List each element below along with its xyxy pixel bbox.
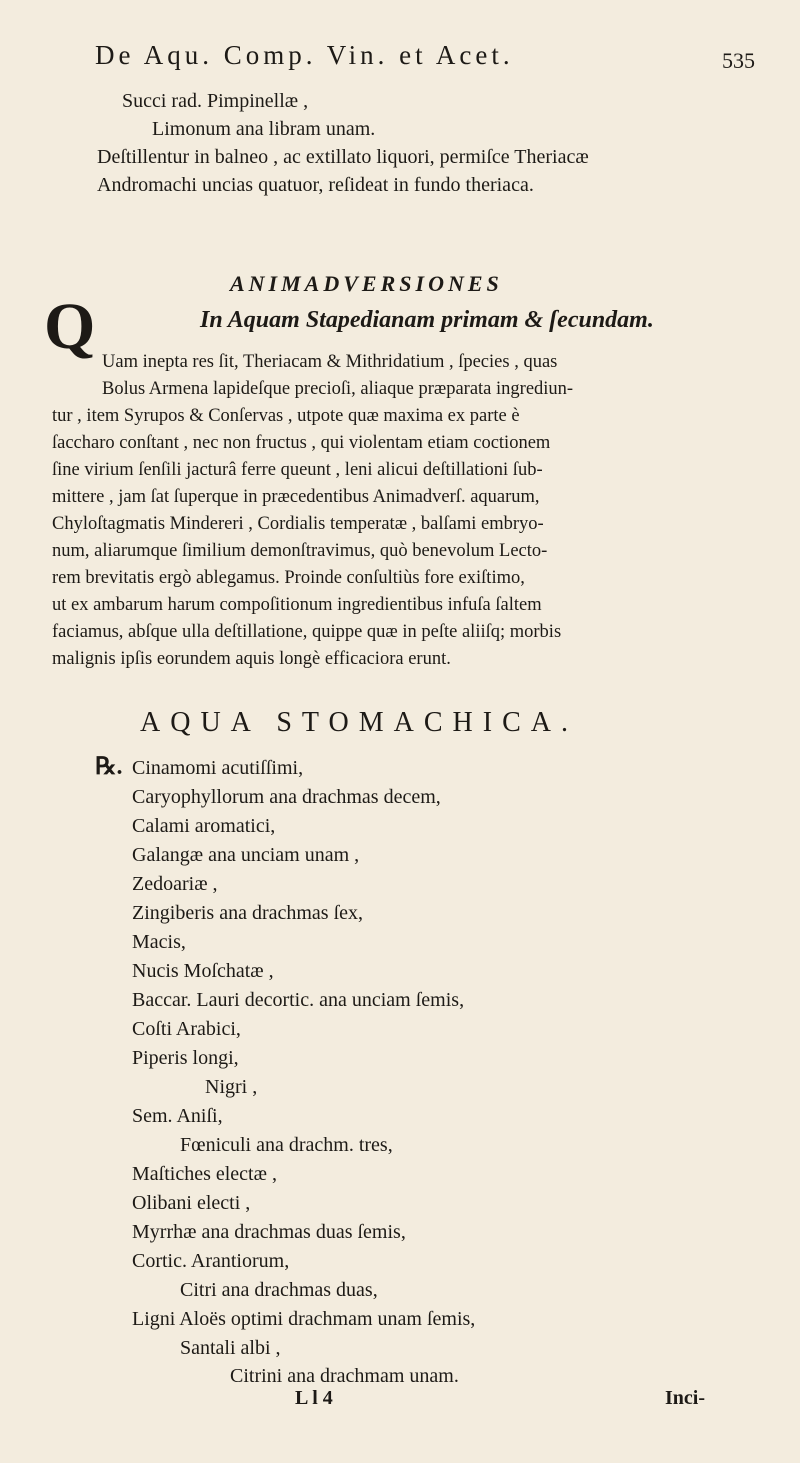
ingredient-line: Cinamomi acutiſſimi, [132, 757, 304, 779]
paragraph-line: Chyloſtagmatis Mindereri , Cordialis temperatæ , balſami embryo- [52, 514, 544, 534]
ingredient-line: Galangæ ana unciam unam , [132, 844, 360, 866]
signature-mark: L l 4 [295, 1387, 333, 1409]
paragraph-line: faciamus, abſque ulla deſtillatione, quippe quæ in peſte aliiſq; morbis [52, 622, 562, 642]
ingredient-line: Maſtiches electæ , [132, 1163, 277, 1185]
running-title: De Aqu. Comp. Vin. et Acet. [95, 40, 514, 70]
ingredient-line: Zedoariæ , [132, 873, 218, 895]
ingredient-line: Baccar. Lauri decortic. ana unciam ſemis, [132, 989, 465, 1011]
ingredient-line: Caryophyllorum ana drachmas decem, [132, 786, 441, 808]
page-number: 535 [722, 48, 755, 73]
paragraph-line: malignis ipſis eorundem aquis longè efficaciora erunt. [52, 649, 451, 669]
recipe-line: Andromachi uncias quatuor, reſideat in fundo theriaca. [97, 174, 534, 196]
ingredient-line: Ligni Aloës optimi drachmam unam ſemis, [132, 1308, 476, 1330]
ingredient-line: Sem. Aniſi, [132, 1105, 223, 1127]
catchword: Inci- [665, 1387, 705, 1409]
ingredient-line: Citri ana drachmas duas, [180, 1279, 378, 1301]
ingredient-line: Nigri , [205, 1076, 258, 1098]
section-title: ANIMADVERSIONES [230, 271, 503, 296]
paragraph-line: Bolus Armena lapideſque precioſi, aliaque præparata ingrediun- [102, 379, 574, 399]
paragraph-line: Uam inepta res ſit, Theriacam & Mithridatium , ſpecies , quas [102, 352, 558, 372]
ingredient-line: Calami aromatici, [132, 815, 276, 837]
recipe-line: Limonum ana libram unam. [152, 118, 376, 140]
recipe-symbol: ℞. [95, 754, 123, 780]
ingredient-line: Coſti Arabici, [132, 1018, 241, 1040]
recipe-line: Deſtillentur in balneo , ac extillato liquori, permiſce Theriacæ [97, 146, 589, 168]
ingredient-line: Citrini ana drachmam unam. [230, 1365, 459, 1387]
ingredient-line: Santali albi , [180, 1337, 281, 1359]
ingredient-line: Cortic. Arantiorum, [132, 1250, 290, 1272]
paragraph-line: ſine virium ſenſili jacturâ ferre queunt , leni alicui deſtillationi ſub- [52, 460, 543, 480]
ingredient-line: Myrrhæ ana drachmas duas ſemis, [132, 1221, 406, 1243]
paragraph-line: tur , item Syrupos & Conſervas , utpote quæ maxima ex parte è [52, 406, 520, 426]
section-subtitle: In Aquam Stapedianam primam & ſecundam. [200, 307, 654, 333]
ingredient-line: Olibani electi , [132, 1192, 251, 1214]
paragraph-line: ut ex ambarum harum compoſitionum ingredientibus infuſa ſaltem [52, 595, 542, 615]
recipe-line: Succi rad. Pimpinellæ , [122, 90, 309, 112]
ingredient-line: Macis, [132, 931, 186, 953]
ingredient-line: Zingiberis ana drachmas ſex, [132, 902, 364, 924]
paragraph-line: rem brevitatis ergò ablegamus. Proinde conſultiùs fore exiſtimo, [52, 568, 525, 588]
ingredient-line: Fœniculi ana drachm. tres, [180, 1134, 393, 1156]
paragraph-line: ſaccharo conſtant , nec non fructus , qui violentam etiam coctionem [52, 433, 551, 453]
recipe-title: AQUA STOMACHICA. [140, 707, 578, 738]
paragraph-line: num, aliarumque ſimilium demonſtravimus, quò benevolum Lecto- [52, 541, 548, 561]
ingredient-line: Piperis longi, [132, 1047, 239, 1069]
drop-cap: Q [44, 290, 96, 363]
ingredient-line: Nucis Moſchatæ , [132, 960, 274, 982]
paragraph-line: mittere , jam ſat ſuperque in præcedentibus Animadverſ. aquarum, [52, 487, 540, 507]
